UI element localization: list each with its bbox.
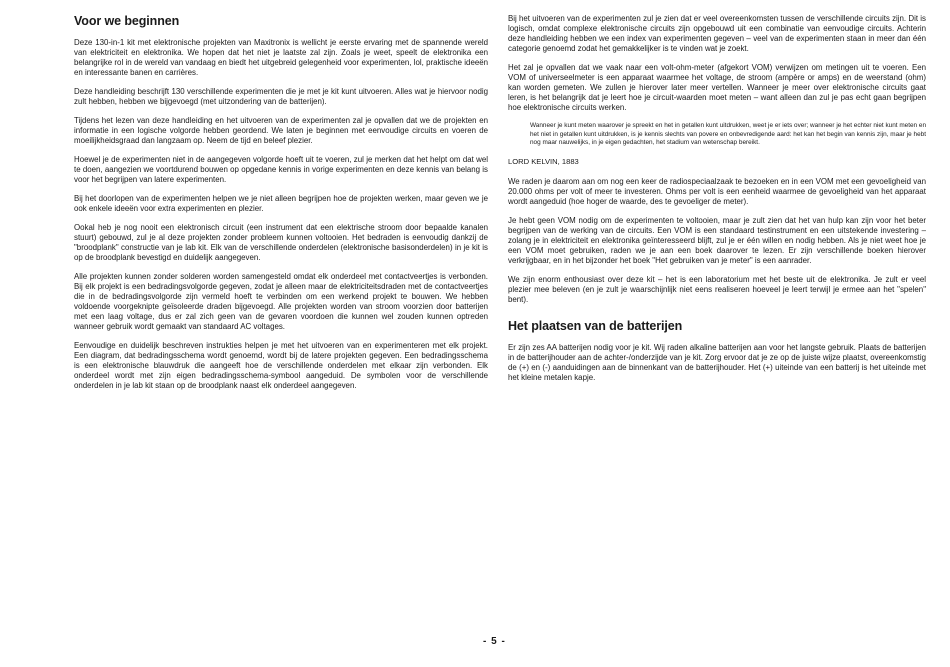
left-column [74, 14, 488, 400]
paragraph: Deze handleiding beschrijft 130 verschillende experimenten die je met je kit kunt uitvoeren. Alles wat je hiervoor nodig zult hebben, hebben we bijgevoegd (met uitzondering van de batterijen). [74, 87, 488, 106]
paragraph: We zijn enorm enthousiast over deze kit – het is een laboratorium met het beste uit de elektronika. Je zult er veel plezier mee beleven (en je zult je waarschijnlijk niet eens realiseren hoeveel je leert terwijl je ermee aan het "spelen" bent). [508, 275, 926, 305]
paragraph: Tijdens het lezen van deze handleiding en het uitvoeren van de experimenten zal je opvallen dat we de projekten en informatie in een logische volgorde hebben geordend. We laten je beginnen met eenvoudige circuits en voeren de moeilijkheidsgraad dan langzaam op. Neem de tijd en beleef plezier. [74, 116, 488, 145]
paragraph: Ookal heb je nog nooit een elektronisch circuit (een instrument dat een elektrische stroom door bepaalde kanalen stuurt) gebouwd, zul je al deze projekten zonder probleem kunnen voltooien. Het bedraden is eenvoudig dankzij de "broodplank" constructie van je lab kit. Elk van de verschillende onderdelen (elektronische basisonderdelen) in je kit is op de broodplank bevestigd en duidelijk aangegeven. [74, 223, 488, 262]
paragraph: We raden je daarom aan om nog een keer de radiospeciaalzaak te bezoeken en in een VOM met een gevoeligheid van 20.000 ohms per volt of meer te investeren. Ohms per volt is een eenheid waarmee de gevoeligheid van het apparaat wordt aangeduid (hoe hoger de waarde, des te gevoeliger de meter). [508, 177, 926, 207]
heading-voor-we-beginnen: Voor we beginnen [74, 14, 180, 28]
paragraph: Bij het doorlopen van de experimenten helpen we je niet alleen begrijpen hoe de projekten werken, maar geven we je ook enkele ideeën voor extra experimenten en plezier. [74, 194, 488, 213]
paragraph: Het zal je opvallen dat we vaak naar een volt-ohm-meter (afgekort VOM) verwijzen om metingen uit te voeren. Een VOM of universeelmeter is een apparaat waarmee het voltage, de stroom (ampère or amps) en de weerstand (ohm) kan worden gemeten. We zullen je hierover later meer vertellen. Wanneer je meer over elektronische circuits gaat leren, is het belangrijk dat je leert hoe je circuit-waarden moet meten – want alleen dan zul je pas echt gaan begrijpen hoe elektronische circuits werken. [508, 63, 926, 112]
paragraph: Je hebt geen VOM nodig om de experimenten te voltooien, maar je zult zien dat het van hulp kan zijn voor het beter begrijpen van de werking van de circuits. Een VOM is een standaard testinstrument en een uitstekende investering – zolang je in elektriciteit en elektronika geïnteresseerd blijft, zul je er één willen en nodig hebben. Als je niet weet hoe je een VOM moet gebruiken, raden we je aan een boek daarover te lezen. Er zijn verschillende boeken hierover verkrijgbaar, en in het bijzonder het boek "Het gebruiken van je meter" is een aanrader. [508, 216, 926, 266]
paragraph: Eenvoudige en duidelijk beschreven instrukties helpen je met het uitvoeren van en experimenteren met elk projekt. Een diagram, dat bedradingsschema wordt genoemd, wordt bij de latere projekten gegeven. Een bedradingsschema is een elektronische blauwdruk die aangeeft hoe de verschillende onderdelen met elkaar zijn verbonden. Elk onderdeel wordt met zijn eigen bedradingsschema-symbool aangeduid. De symbolen voor de verschillende onderdelen in je lab kit staan op de broodplank naast elk onderdeel aangegeven. [74, 341, 488, 390]
kelvin-quote: Wanneer je kunt meten waarover je spreekt en het in getallen kunt uitdrukken, weet je er iets over; wanneer je het echter niet kunt meten en het niet in getallen kunt uitdrukken, is je kennis slechts van povere en onbevredigende aard: het kan het begin van kennis zijn, maar je hebt nog maar nauwelijks, in je eigen gedachten, het stadium van wetenschap bereikt. [530, 122, 926, 147]
paragraph: Deze 130-in-1 kit met elektronische projekten van Maxitronix is wellicht je eerste ervaring met de spannende wereld van elektriciteit en elektronika. We hopen dat het niet je laatste zal zijn. Zoals je weet, speelt de elektronika een belangrijke rol in de wereld van vandaag en biedt het uitgebreid gelegenheid voor experimenten, lol, praktische ideeën en interessante banen en carrières. [74, 38, 488, 77]
paragraph: Bij het uitvoeren van de experimenten zul je zien dat er veel overeenkomsten tussen de verschillende circuits zijn. Dit is logisch, omdat complexe elektronische circuits zijn opgebouwd uit een combinatie van eenvoudige circuits. Achterin deze handleiding hebben we een index van experimenten gegeven – veel van de experimenten staan in meer dan één categorie genoemd zodat het gemakkelijker is te vinden wat je zoekt. [508, 14, 926, 53]
right-column [508, 14, 926, 392]
paragraph: Er zijn zes AA batterijen nodig voor je kit. Wij raden alkaline batterijen aan voor het langste gebruik. Plaats de batterijen in de batterijhouder aan de achter-/onderzijde van je kit. Zorg ervoor dat je ze op de juiste wijze plaatst, overeenkomstig de (+) en (-) aanduidingen aan de binnenkant van de batterijhouder. Het (+) uiteinde van een batterij is het uiteinde met het kleine metalen kapje. [508, 343, 926, 383]
page-number: - 5 - [483, 636, 506, 647]
paragraph: Hoewel je de experimenten niet in de aangegeven volgorde hoeft uit te voeren, zul je merken dat het helpt om dat wel te doen, aangezien we voortdurend bouwen op opgedane kennis in vorige experimenten en deze kennis van belang is voor het begrijpen van latere experimenten. [74, 155, 488, 184]
quote-attribution: LORD KELVIN, 1883 [508, 157, 579, 167]
heading-batterijen: Het plaatsen van de batterijen [508, 319, 683, 334]
paragraph: Alle projekten kunnen zonder solderen worden samengesteld omdat elk onderdeel met contactveertjes is verbonden. Bij elk projekt is een bedradingsvolgorde gegeven, zodat je alleen maar de elektriciteitsdraden met de contactveertjes die in de bedradingsvolgorde zijn vermeld hoeft te verbinden om een werkend projekt te bouwen. We hebben voldoende voorgeknipte geïsoleerde draden bijgevoegd. Alle projekten worden van stroom voorzien door batterijen met een laag voltage, dus er zal zich geen van de gevaren voordoen die kunnen wel zouden kunnen optreden wanneer gebruik wordt gemaakt van standaard AC voltages. [74, 272, 488, 331]
